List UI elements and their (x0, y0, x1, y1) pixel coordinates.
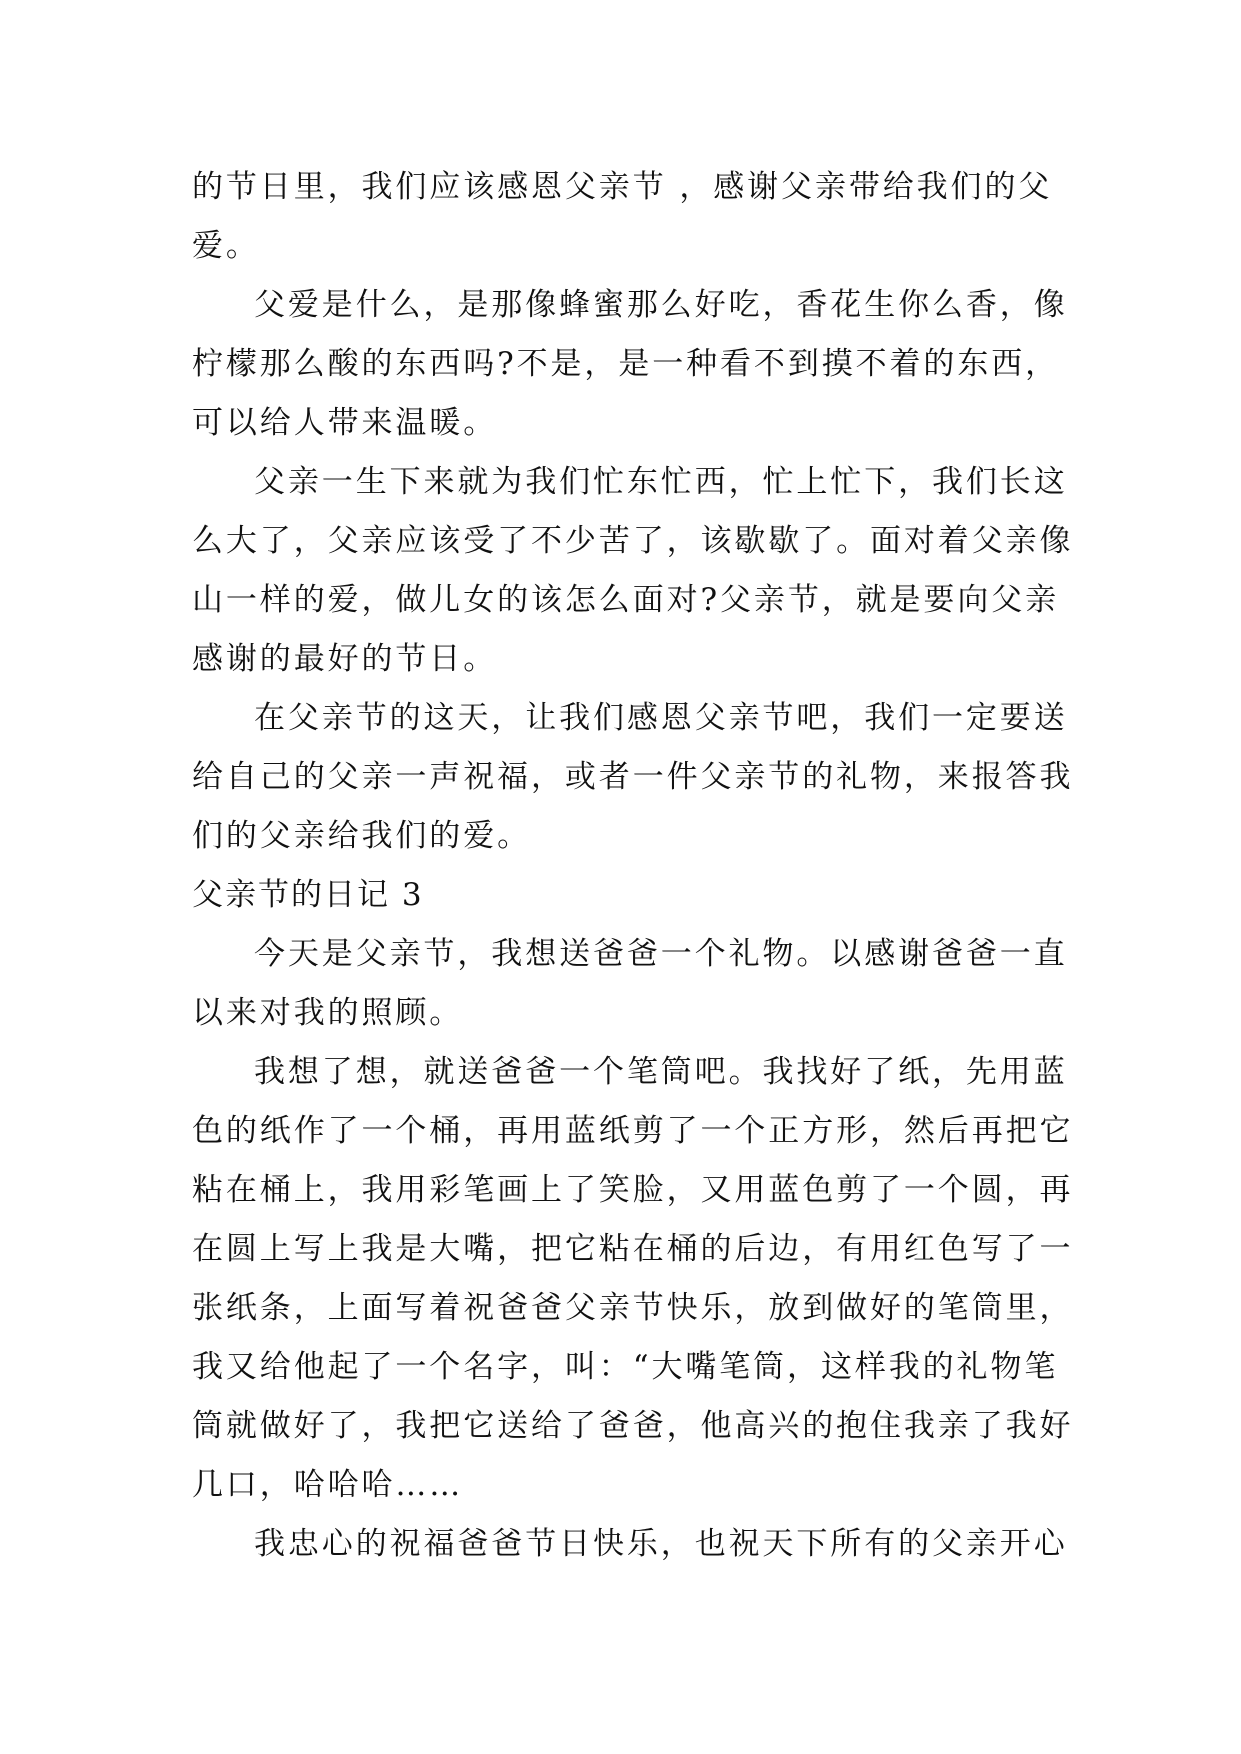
paragraph-line: 粘在桶上，我用彩笔画上了笑脸，又用蓝色剪了一个圆，再 (192, 1172, 1074, 1208)
paragraph-line: 们的父亲给我们的爱。 (192, 818, 531, 854)
paragraph-line: 么大了，父亲应该受了不少苦了，该歇歇了。面对着父亲像 (192, 523, 1074, 559)
paragraph-line: 在圆上写上我是大嘴，把它粘在桶的后边，有用红色写了一 (192, 1231, 1074, 1267)
paragraph-line: 的节日里，我们应该感恩父亲节 ，感谢父亲带给我们的父 (192, 169, 1053, 205)
section-heading: 父亲节的日记 3 (192, 877, 424, 913)
paragraph-line: 色的纸作了一个桶，再用蓝纸剪了一个正方形，然后再把它 (192, 1113, 1074, 1149)
paragraph-line: 我忠心的祝福爸爸节日快乐，也祝天下所有的父亲开心 (254, 1526, 1068, 1562)
paragraph-line: 几口，哈哈哈…… (192, 1467, 464, 1503)
paragraph-line: 在父亲节的这天，让我们感恩父亲节吧，我们一定要送 (254, 700, 1068, 736)
paragraph-line: 今天是父亲节，我想送爸爸一个礼物。以感谢爸爸一直 (254, 936, 1068, 972)
paragraph-line: 柠檬那么酸的东西吗?不是，是一种看不到摸不着的东西， (192, 346, 1060, 382)
paragraph-line: 感谢的最好的节日。 (192, 641, 498, 677)
paragraph-line: 我想了想，就送爸爸一个笔筒吧。我找好了纸，先用蓝 (254, 1054, 1068, 1090)
paragraph-line: 爱。 (192, 228, 260, 264)
paragraph-line: 筒就做好了，我把它送给了爸爸，他高兴的抱住我亲了我好 (192, 1408, 1074, 1444)
paragraph-line: 张纸条，上面写着祝爸爸父亲节快乐，放到做好的笔筒里， (192, 1290, 1074, 1326)
paragraph-line: 父爱是什么，是那像蜂蜜那么好吃，香花生你么香，像 (254, 287, 1068, 323)
paragraph-line: 山一样的爱，做儿女的该怎么面对?父亲节，就是要向父亲 (192, 582, 1060, 618)
document-body (192, 158, 1074, 1574)
paragraph-line: 可以给人带来温暖。 (192, 405, 498, 441)
paragraph-line: 给自己的父亲一声祝福，或者一件父亲节的礼物，来报答我 (192, 759, 1074, 795)
paragraph-line: 父亲一生下来就为我们忙东忙西，忙上忙下，我们长这 (254, 464, 1068, 500)
paragraph-line: 以来对我的照顾。 (192, 995, 464, 1031)
paragraph-line: 我又给他起了一个名字，叫：“大嘴笔筒，这样我的礼物笔 (192, 1349, 1059, 1385)
